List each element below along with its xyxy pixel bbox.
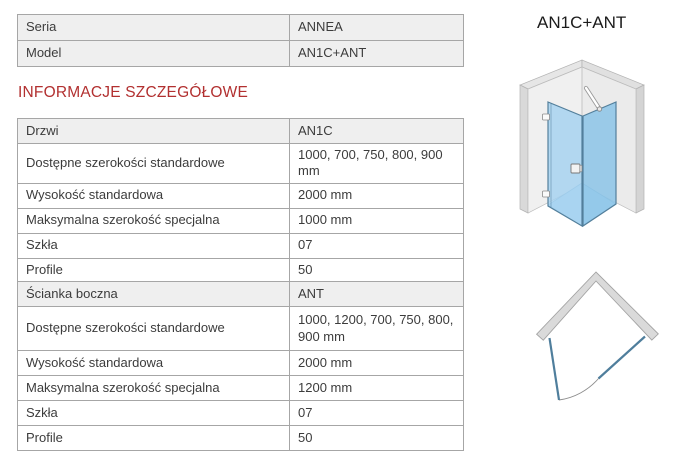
- support-bar-bracket: [597, 107, 601, 111]
- door-handle: [571, 164, 580, 173]
- table-row: [18, 376, 464, 401]
- drawings-column: [500, 0, 682, 472]
- spec-value: 07: [290, 233, 464, 258]
- spec-label: Dostępne szerokości standardowe: [18, 307, 290, 351]
- summary-value: AN1C+ANT: [290, 41, 464, 67]
- summary-value: ANNEA: [290, 15, 464, 41]
- table-row: [18, 351, 464, 376]
- hinge-bottom: [543, 191, 550, 197]
- table-row: [18, 144, 464, 184]
- plan-walls: [537, 272, 659, 340]
- spec-value: 50: [290, 426, 464, 451]
- spec-value: 07: [290, 401, 464, 426]
- door-handle-side: [580, 166, 583, 172]
- side-panel-glass: [583, 102, 616, 226]
- door-swing-arc: [559, 379, 599, 401]
- spec-header-label: Ścianka boczna: [18, 282, 290, 307]
- spec-header-label: Drzwi: [18, 119, 290, 144]
- isometric-enclosure-drawing: [512, 55, 662, 245]
- table-header-row: [18, 282, 464, 307]
- summary-label: Seria: [18, 15, 290, 41]
- product-title: AN1C+ANT: [537, 13, 627, 32]
- table-row: [18, 307, 464, 351]
- table-row: [18, 401, 464, 426]
- sidewall-spec-table: [17, 281, 464, 451]
- table-row: [18, 258, 464, 283]
- table-header-row: [18, 119, 464, 144]
- spec-value: 2000 mm: [290, 351, 464, 376]
- spec-label: Szkła: [18, 401, 290, 426]
- table-row: [18, 183, 464, 208]
- product-summary-table: [17, 14, 464, 67]
- plan-open-door-line: [550, 338, 560, 400]
- spec-label: Wysokość standardowa: [18, 351, 290, 376]
- spec-label: Szkła: [18, 233, 290, 258]
- left-wall-outer-edge: [520, 85, 528, 213]
- door-spec-table: [17, 118, 464, 284]
- spec-label: Maksymalna szerokość specjalna: [18, 208, 290, 233]
- spec-label: Maksymalna szerokość specjalna: [18, 376, 290, 401]
- spec-value: 1000, 1200, 700, 750, 800, 900 mm: [290, 307, 464, 351]
- spec-label: Profile: [18, 426, 290, 451]
- spec-label: Profile: [18, 258, 290, 283]
- spec-value: 1000, 700, 750, 800, 900 mm: [290, 144, 464, 184]
- table-row: [18, 15, 464, 41]
- spec-header-value: ANT: [290, 282, 464, 307]
- plan-view-drawing: [530, 270, 670, 410]
- hinge-top: [543, 114, 550, 120]
- table-row: [18, 233, 464, 258]
- spec-value: 2000 mm: [290, 183, 464, 208]
- spec-value: 1200 mm: [290, 376, 464, 401]
- spec-label: Dostępne szerokości standardowe: [18, 144, 290, 184]
- spec-header-value: AN1C: [290, 119, 464, 144]
- spec-label: Wysokość standardowa: [18, 183, 290, 208]
- table-row: [18, 208, 464, 233]
- table-row: [18, 41, 464, 67]
- summary-label: Model: [18, 41, 290, 67]
- right-wall-outer-edge: [636, 85, 644, 213]
- section-heading: INFORMACJE SZCZEGÓŁOWE: [18, 84, 249, 101]
- plan-side-panel-line: [599, 337, 646, 379]
- table-row: [18, 426, 464, 451]
- spec-value: 1000 mm: [290, 208, 464, 233]
- spec-value: 50: [290, 258, 464, 283]
